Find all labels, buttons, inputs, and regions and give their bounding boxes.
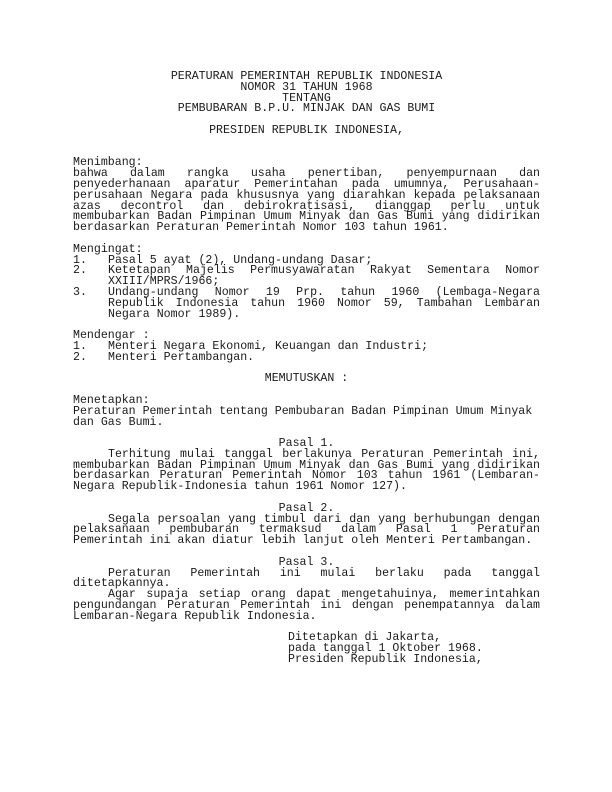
pasal-2-title: Pasal 2. xyxy=(278,501,335,515)
title-line-1: PERATURAN PEMERINTAH REPUBLIK INDONESIA xyxy=(170,70,443,83)
item-number: 1. xyxy=(73,339,87,353)
item-text: XXIII/MPRS/1966; xyxy=(108,275,220,289)
mengingat-label: Mengingat: xyxy=(73,242,143,256)
pasal-2-line: Segala persoalan yang timbul dari dan yang berhubungan dengan xyxy=(108,512,540,526)
item-text: Menteri Negara Ekonomi, Keuangan dan Industri; xyxy=(108,339,429,353)
pasal-3-title: Pasal 3. xyxy=(278,555,335,569)
menimbang-line: membubarkan Badan Pimpinan Umum Minyak dan Gas Bumi yang didirikan xyxy=(73,210,540,224)
mengingat-item xyxy=(73,266,540,288)
item-number: 1. xyxy=(73,253,87,267)
menetapkan-label: Menetapkan: xyxy=(73,393,150,407)
pasal-1-line: membubarkan Badan Pimpinan Umum Minyak dan Gas Bumi yang didirikan xyxy=(73,458,540,472)
item-text: Ketetapan Majelis Permusyawaratan Rakyat Sementara Nomor xyxy=(108,264,540,278)
pasal-3-line: Lembaran-Negara Republik Indonesia. xyxy=(73,609,317,623)
memutuskan-heading: MEMUTUSKAN : xyxy=(264,372,349,386)
menimbang-line: berdasarkan Peraturan Pemerintah Nomor 103 tahun 1961. xyxy=(73,221,449,235)
title-line-3: TENTANG xyxy=(282,91,331,105)
pasal-1-line: Terhitung mulai tanggal berlakunya Peraturan Pemerintah ini, xyxy=(108,447,540,461)
menetapkan-line: Peraturan Pemerintah tentang Pembubaran Badan Pimpinan Umum Minyak xyxy=(73,404,533,418)
pasal-2-line: Pemerintah ini akan diatur lebih lanjut oleh Menteri Pertambangan. xyxy=(73,534,533,548)
item-text: Pasal 5 ayat (2), Undang-undang Dasar; xyxy=(108,253,373,267)
mendengar-item xyxy=(73,350,540,364)
item-number: 3. xyxy=(73,285,87,299)
menimbang-line: bahwa dalam rangka usaha penertiban, penyempurnaan dan xyxy=(73,167,540,181)
president-heading: PRESIDEN REPUBLIK INDONESIA, xyxy=(209,123,404,137)
item-text: Republik Indonesia tahun 1960 Nomor 59, Tambahan Lembaran xyxy=(108,296,540,310)
signature-date: pada tanggal 1 Oktober 1968. xyxy=(288,642,483,656)
mengingat-item xyxy=(73,285,540,321)
menetapkan-line: dan Gas Bumi. xyxy=(73,415,164,429)
menimbang-line: perusahaan Negara pada khususnya yang diarahkan kepada pelaksanaan xyxy=(73,188,540,202)
item-number: 2. xyxy=(73,350,87,364)
pasal-1-title: Pasal 1. xyxy=(278,437,335,451)
mendengar-label: Mendengar : xyxy=(73,329,150,343)
title-line-2: NOMOR 31 TAHUN 1968 xyxy=(240,80,373,94)
pasal-3-line: Agar supaja setiap orang dapat mengetahuinya, memerintahkan xyxy=(108,588,540,602)
pasal-1-line: berdasarkan Peraturan Pemerintah Nomor 103 tahun 1961 (Lembaran- xyxy=(73,469,540,483)
item-text: Undang-undang Nomor 19 Prp. tahun 1960 (Lembaga-Negara xyxy=(108,285,540,299)
menimbang-line: azas decontrol dan debirokratisasi, dianggap perlu untuk xyxy=(73,199,540,213)
pasal-3-line: Peraturan Pemerintah ini mulai berlaku pada tanggal xyxy=(108,566,540,580)
pasal-2-line: pelaksanaan pembubaran termaksud dalam Pasal 1 Peraturan xyxy=(73,523,540,537)
pasal-3-line: ditetapkannya. xyxy=(73,577,171,591)
pasal-3-line: pengundangan Peraturan Pemerintah ini dengan penempatannya dalam xyxy=(73,599,540,613)
title-line-4: PEMBUBARAN B.P.U. MINJAK DAN GAS BUMI xyxy=(177,102,436,116)
pasal-1-line: Negara Republik-Indonesia tahun 1961 Nomor 127). xyxy=(73,480,407,494)
menimbang-line: penyederhanaan aparatur Pemerintahan pada umumnya, Perusahaan- xyxy=(73,177,540,191)
signature-place: Ditetapkan di Jakarta, xyxy=(288,631,442,645)
item-number: 2. xyxy=(73,264,87,278)
signature-title: Presiden Republik Indonesia, xyxy=(288,653,483,667)
document-page xyxy=(73,72,540,666)
item-text: Negara Nomor 1989). xyxy=(108,307,241,321)
menimbang-label: Menimbang: xyxy=(73,156,143,170)
item-text: Menteri Pertambangan. xyxy=(108,350,255,364)
